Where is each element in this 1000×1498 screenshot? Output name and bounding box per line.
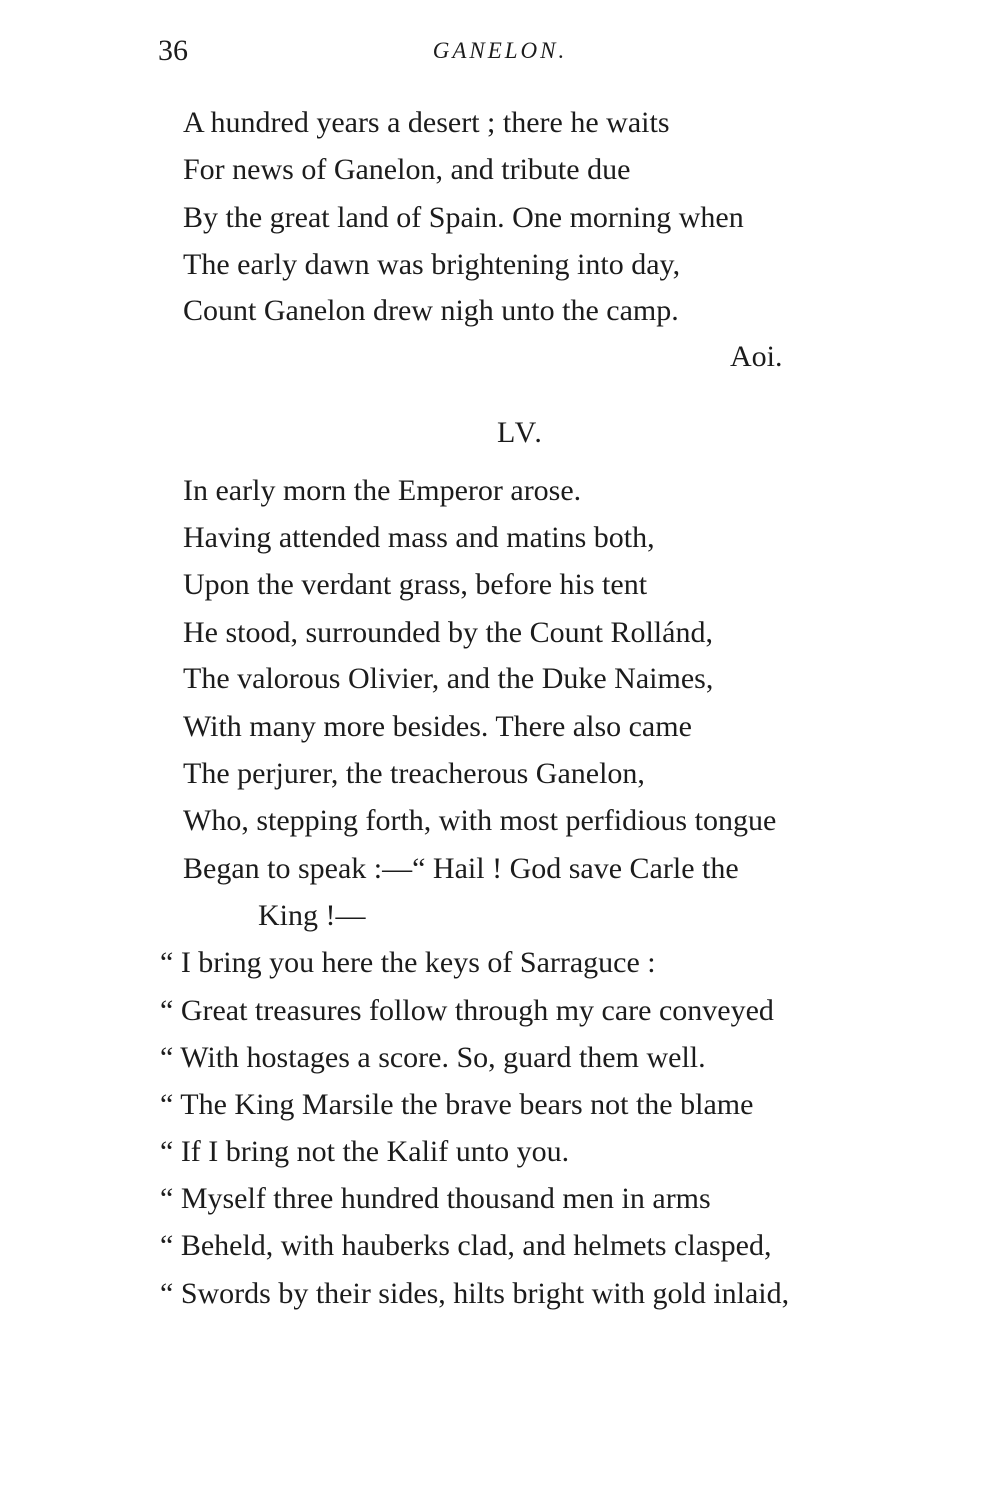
section-heading: LV. xyxy=(497,416,544,449)
quoted-verse-line: “ I bring you here the keys of Sarraguce : xyxy=(160,946,656,979)
verse-line: Who, stepping forth, with most perfidious tongue xyxy=(183,804,777,837)
quoted-verse-line: “ If I bring not the Kalif unto you. xyxy=(160,1135,570,1168)
verse-line-continuation: King !— xyxy=(258,899,366,932)
verse-line: Having attended mass and matins both, xyxy=(183,521,655,554)
page-number: 36 xyxy=(158,34,188,67)
quoted-verse-line: “ The King Marsile the brave bears not the blame xyxy=(160,1088,754,1121)
quoted-verse-line: “ Great treasures follow through my care conveyed xyxy=(160,994,774,1027)
verse-line: For news of Ganelon, and tribute due xyxy=(183,153,631,186)
verse-line: The early dawn was brightening into day, xyxy=(183,248,681,281)
verse-line: The perjurer, the treacherous Ganelon, xyxy=(183,757,645,790)
verse-line: Upon the verdant grass, before his tent xyxy=(183,568,648,601)
quoted-verse-line: “ Swords by their sides, hilts bright with gold inlaid, xyxy=(160,1277,790,1310)
verse-line: He stood, surrounded by the Count Rollánd, xyxy=(183,616,713,649)
quoted-verse-line: “ Beheld, with hauberks clad, and helmets clasped, xyxy=(160,1229,772,1262)
verse-line: With many more besides. There also came xyxy=(183,710,692,743)
refrain-aoi: Aoi. xyxy=(730,340,783,373)
verse-line: Count Ganelon drew nigh unto the camp. xyxy=(183,294,679,327)
running-head: GANELON. xyxy=(432,38,568,63)
verse-line: By the great land of Spain. One morning when xyxy=(183,201,744,234)
quoted-verse-line: “ With hostages a score. So, guard them well. xyxy=(160,1041,706,1074)
verse-line: A hundred years a desert ; there he waits xyxy=(183,106,670,139)
verse-line: Began to speak :—“ Hail ! God save Carle the xyxy=(183,852,739,885)
verse-line: In early morn the Emperor arose. xyxy=(183,474,582,507)
verse-line: The valorous Olivier, and the Duke Naimes, xyxy=(183,662,714,695)
quoted-verse-line: “ Myself three hundred thousand men in arms xyxy=(160,1182,711,1215)
